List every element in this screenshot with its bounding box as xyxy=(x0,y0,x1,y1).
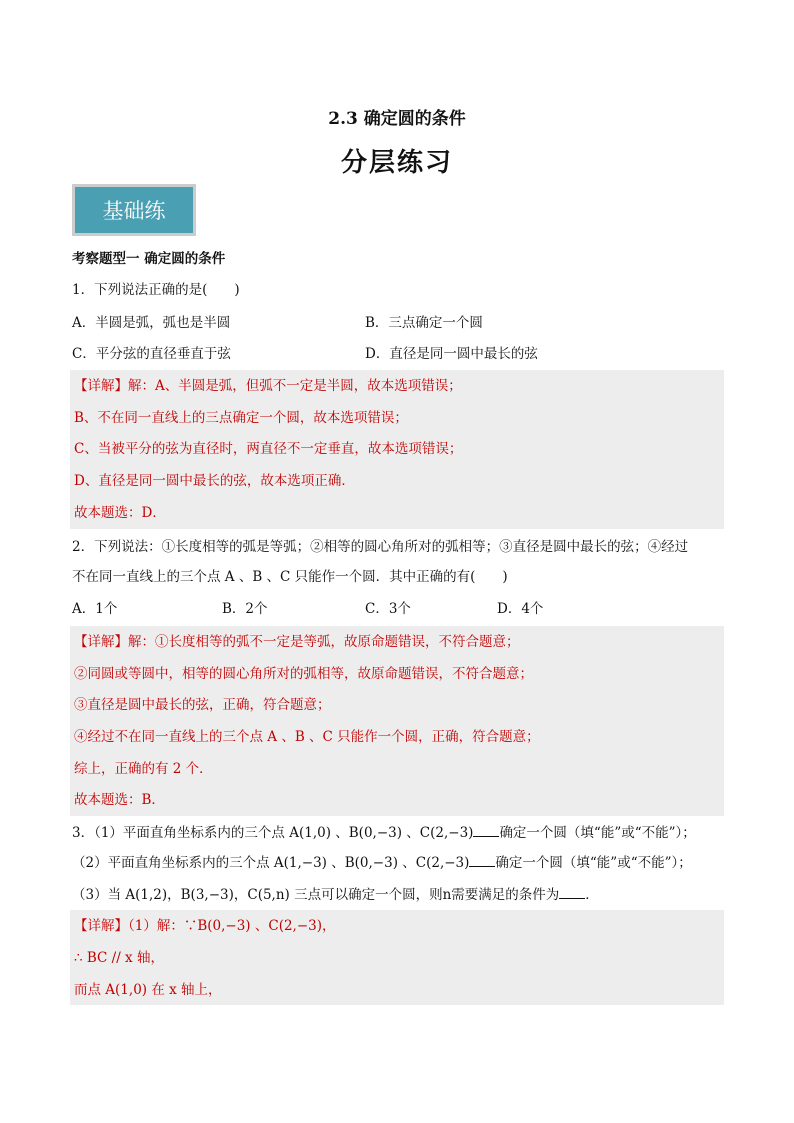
answer-blank xyxy=(559,884,585,899)
q2-option-c: C．3个 xyxy=(365,601,411,617)
q2-detail-line: ④经过不在同一直线上的三个点 A 、B 、C 只能作一个圆，正确，符合题意； xyxy=(74,729,540,745)
q2-option-d: D．4个 xyxy=(497,601,544,617)
q3-part2: （2）平面直角坐标系内的三个点 A(1,−3) 、B(0,−3) 、C(2,−3) 确定一个圆（填“能”或“不能”）； xyxy=(72,852,692,873)
q1-detail-line: 故本题选：D． xyxy=(74,505,166,521)
q1-detail-line: C、当被平分的弦为直径时，两直径不一定垂直，故本选项错误； xyxy=(74,441,463,457)
detail-tag: 【详解】 xyxy=(74,634,128,650)
q1-option-a: A．半圆是弧，弧也是半圆 xyxy=(72,315,231,331)
answer-blank xyxy=(469,852,495,867)
q2-detail-box xyxy=(70,626,724,816)
document-subtitle: 分层练习 xyxy=(340,148,453,178)
q1-detail-box xyxy=(70,370,724,529)
q1-option-c: C．平分弦的直径垂直于弦 xyxy=(72,346,231,362)
q3-detail-line: ∴ BC // x 轴， xyxy=(74,950,164,966)
level-badge: 基础练 xyxy=(72,184,196,236)
q3-detail-box xyxy=(70,910,724,1005)
q1-option-d: D．直径是同一圆中最长的弦 xyxy=(365,346,538,362)
q2-stem-line1: 2．下列说法：①长度相等的弧是等弧；②相等的圆心角所对的弧相等；③直径是圆中最长的弦；④经过 xyxy=(72,539,689,555)
q3-detail-line: 【详解】（1）解：∵B(0,−3) 、C(2,−3)， xyxy=(74,918,336,934)
q3-detail-line: 而点 A(1,0) 在 x 轴上， xyxy=(74,982,222,998)
document-title: 2.3 确定圆的条件 xyxy=(328,109,466,129)
q2-option-a: A．1个 xyxy=(72,601,118,617)
q2-detail-line: 【详解】解：①长度相等的弧不一定是等弧，故原命题错误，不符合题意； xyxy=(74,634,520,650)
q2-detail-line: ②同圆或等圆中，相等的圆心角所对的弧相等，故原命题错误，不符合题意； xyxy=(74,666,533,682)
q2-detail-line: 综上，正确的有 2 个． xyxy=(74,761,213,777)
q1-detail-line: D、直径是同一圆中最长的弦，故本选项正确． xyxy=(74,473,355,489)
answer-blank xyxy=(473,822,499,837)
q3-part3: （3）当 A(1,2)，B(3,−3)，C(5,n) 三点可以确定一个圆，则n需要满足的条件为 ． xyxy=(72,884,599,905)
section-title: 考察题型一 确定圆的条件 xyxy=(72,251,226,267)
q1-detail-line: 【详解】解：A、半圆是弧，但弧不一定是半圆，故本选项错误； xyxy=(74,378,462,394)
q2-detail-line: 故本题选：B． xyxy=(74,792,165,808)
q2-detail-line: ③直径是圆中最长的弦，正确，符合题意； xyxy=(74,697,331,713)
q1-option-b: B．三点确定一个圆 xyxy=(365,315,483,331)
detail-tag: 【详解】 xyxy=(74,918,128,934)
detail-tag: 【详解】 xyxy=(74,378,128,394)
q2-stem-line2: 不在同一直线上的三个点 A 、B 、C 只能作一个圆．其中正确的有( ) xyxy=(72,569,508,585)
q3-part1: 3．（1）平面直角坐标系内的三个点 A(1,0) 、B(0,−3) 、C(2,−3) 确定一个圆（填“能”或“不能”）； xyxy=(72,822,696,843)
q2-option-b: B．2个 xyxy=(222,601,268,617)
q1-detail-line: B、不在同一直线上的三点确定一个圆，故本选项错误； xyxy=(74,410,408,426)
q1-stem: 1．下列说法正确的是( ) xyxy=(72,282,240,298)
